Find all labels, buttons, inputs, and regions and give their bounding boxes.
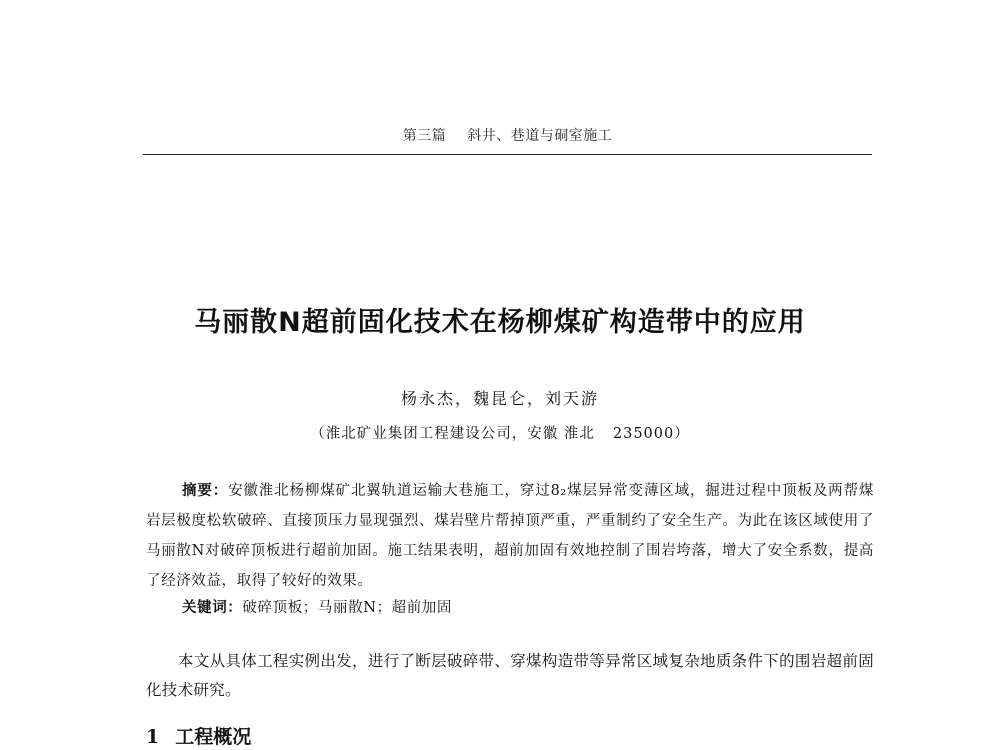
intro-paragraph: 本文从具体工程实例出发，进行了断层破碎带、穿煤构造带等异常区域复杂地质条件下的围岩超前固化技术研究。 <box>146 652 874 699</box>
affiliation-postcode: 235000） <box>612 426 690 442</box>
section-heading <box>146 722 251 749</box>
author-affiliation <box>100 422 900 443</box>
paper-title: 马丽散N超前固化技术在杨柳煤矿构造带中的应用 <box>194 307 806 338</box>
running-header <box>143 125 872 145</box>
section-number: 1 <box>146 726 160 748</box>
keywords-label: 关键词： <box>182 600 243 616</box>
keywords-text: 破碎顶板；马丽散N；超前加固 <box>242 600 452 616</box>
affiliation-text: （淮北矿业集团工程建设公司，安徽 淮北 <box>310 426 595 442</box>
keywords <box>182 596 452 617</box>
section-title: 工程概况 <box>175 726 252 748</box>
part-number: 第三篇 <box>402 128 447 144</box>
header-divider <box>143 154 872 155</box>
paper-authors: 杨永杰，魏昆仑，刘天游 <box>400 389 599 408</box>
abstract <box>146 476 874 596</box>
part-title: 斜井、巷道与硐室施工 <box>467 128 613 144</box>
abstract-text: 安徽淮北杨柳煤矿北翼轨道运输大巷施工，穿过8₂煤层异常变薄区域，掘进过程中顶板及两帮煤岩层极度松软破碎、直接顶压力显现强烈、煤岩壁片帮掉顶严重，严重制约了安全生产。为此在该区域使用了马丽散N对破碎顶板进行超前加固。施工结果表明，超前加固有效地控制了围岩垮落，增大了安全系数，提高了经济效益，取得了较好的效果。 <box>146 483 874 589</box>
abstract-label: 摘要： <box>182 483 229 499</box>
